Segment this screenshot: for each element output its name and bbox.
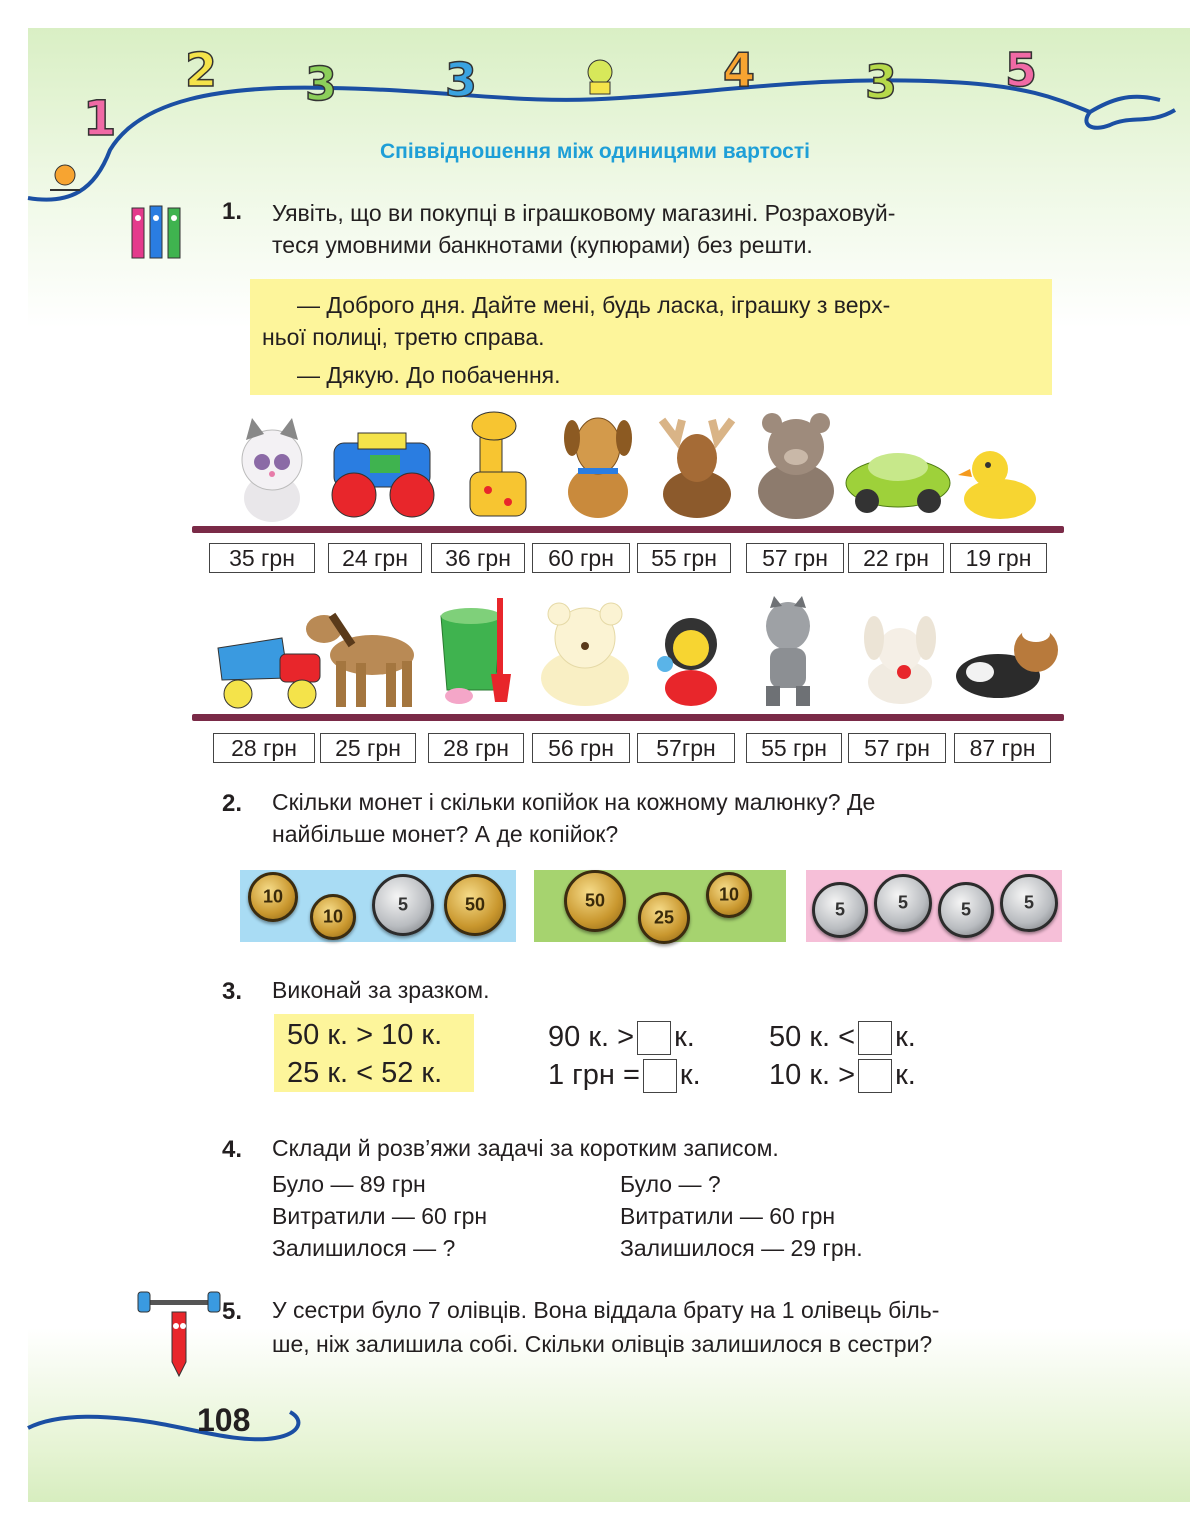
coin: 50 [564,870,626,932]
comparison-1: 90 к. > к. [548,1018,695,1056]
svg-text:3: 3 [305,57,338,111]
bucket-toy-icon [435,598,525,715]
coin: 5 [1000,874,1058,932]
task-4-number: 4. [222,1136,243,1163]
task-2-text-line-1: Скільки монет і скільки копійок на кожному малюнку? Де [272,789,876,815]
answer-box[interactable] [637,1021,671,1055]
top-price-tag: 60 грн [532,543,630,573]
svg-text:1: 1 [83,91,117,145]
small-dancing-character-icon [40,160,90,205]
bear-toy-icon [750,405,842,525]
coin: 5 [372,874,434,936]
coin: 25 [638,892,690,944]
svg-text:3: 3 [865,55,898,109]
task-3-number: 3. [222,978,243,1005]
svg-text:4: 4 [723,43,756,97]
number-two-character-icon [180,38,230,103]
number-five-character-icon [1000,38,1050,103]
task-2-number: 2. [222,790,243,817]
task-1-text-line-2: теся умовними банкнотами (купюрами) без решти. [272,232,813,258]
pencils-group-icon [122,198,194,275]
top-price-tag: 35 грн [209,543,315,573]
bee-toy-icon [655,612,727,713]
bottom-shelf [192,714,1064,721]
lesson-title: Співвідношення між одиницями вартості [380,140,810,163]
answer-box[interactable] [858,1021,892,1055]
svg-text:2: 2 [185,43,218,97]
coin: 10 [706,872,752,918]
bottom-price-tag: 28 грн [428,733,524,763]
comparison-3: 50 к. < к. [769,1018,916,1056]
example-line-2: 25 к. < 52 к. [287,1057,443,1089]
jeep-toy-icon [322,425,442,526]
task-5-text-line-2: ше, ніж залишила собі. Скільки олівців залишилося в сестри? [272,1331,933,1357]
frog-character-icon [580,52,620,107]
moose-toy-icon [652,410,742,525]
pencil-weightlifter-icon [136,1290,222,1385]
dialog-line-3: — Дякую. До побачення. [297,362,561,388]
dialog-line-2: ньої полиці, третю справа. [262,324,545,350]
duck-toy-icon [958,445,1038,526]
coin-group-green [534,870,786,942]
top-price-tag: 24 грн [328,543,422,573]
coin: 10 [248,872,298,922]
task-4-left-line-1: Було — 89 грн [272,1171,426,1197]
task-5-text-line-1: У сестри було 7 олівців. Вона віддала брату на 1 олівець біль- [272,1297,940,1323]
bunny-toy-icon [858,612,942,713]
bottom-price-tag: 55 грн [746,733,842,763]
number-three-green-character-icon [300,52,350,117]
task-5-number: 5. [222,1298,243,1325]
bottom-price-tag: 57грн [637,733,735,763]
top-price-tag: 57 грн [746,543,844,573]
number-three-lime-character-icon [860,50,910,115]
comparison-2: 1 грн = к. [548,1056,701,1094]
coin-group-blue [240,870,516,942]
bottom-price-tag: 25 грн [320,733,416,763]
task-1-number: 1. [222,198,243,225]
top-price-tag: 36 грн [431,543,525,573]
answer-box[interactable] [858,1059,892,1093]
task-1-text-line-1: Уявіть, що ви покупці в іграшковому магазині. Розраховуй- [272,200,896,226]
number-three-blue-character-icon [440,48,490,113]
example-line-1: 50 к. > 10 к. [287,1019,443,1051]
comparison-4: 10 к. > к. [769,1056,916,1094]
svg-text:5: 5 [1005,43,1038,97]
task-3-text: Виконай за зразком. [272,977,490,1003]
bottom-price-tag: 57 грн [848,733,946,763]
bottom-price-tag: 87 грн [954,733,1051,763]
header-wave-decoration [0,0,1190,220]
dialog-line-1: — Доброго дня. Дайте мені, будь ласка, іграшку з верх- [297,292,891,318]
task-4-right-line-2: Витратили — 60 грн [620,1203,836,1229]
coin: 10 [310,894,356,940]
coin: 50 [444,874,506,936]
coin-group-pink [806,870,1062,942]
task-4-right-line-1: Було — ? [620,1171,721,1197]
task-4-text: Склади й розв’яжи задачі за коротким записом. [272,1135,779,1161]
coin: 5 [938,882,994,938]
number-four-character-icon [718,38,768,103]
cow-toy-icon [952,612,1064,713]
footer-wave-decoration [0,1390,340,1460]
top-price-tag: 55 грн [637,543,731,573]
horse-toy-icon [302,605,422,720]
svg-text:3: 3 [445,53,478,107]
top-shelf [192,526,1064,533]
page-number: 108 [197,1402,251,1438]
top-price-tag: 22 грн [848,543,944,573]
wolf-toy-icon [748,596,828,713]
bottom-price-tag: 28 грн [213,733,315,763]
kitten-toy-icon [232,418,312,529]
task-4-right-line-3: Залишилося — 29 грн. [620,1235,863,1261]
dog-toy-icon [558,408,638,525]
task-2-text-line-2: найбільше монет? А де копійок? [272,821,619,847]
teddy-toy-icon [535,598,635,713]
task-4-left-line-3: Залишилося — ? [272,1235,456,1261]
task-4-left-line-2: Витратили — 60 грн [272,1203,488,1229]
coin: 5 [812,882,868,938]
coin: 5 [874,874,932,932]
answer-box[interactable] [643,1059,677,1093]
bottom-price-tag: 56 грн [532,733,630,763]
car-toy-icon [843,445,953,520]
giraffe-toy-icon [452,410,542,527]
top-price-tag: 19 грн [950,543,1047,573]
